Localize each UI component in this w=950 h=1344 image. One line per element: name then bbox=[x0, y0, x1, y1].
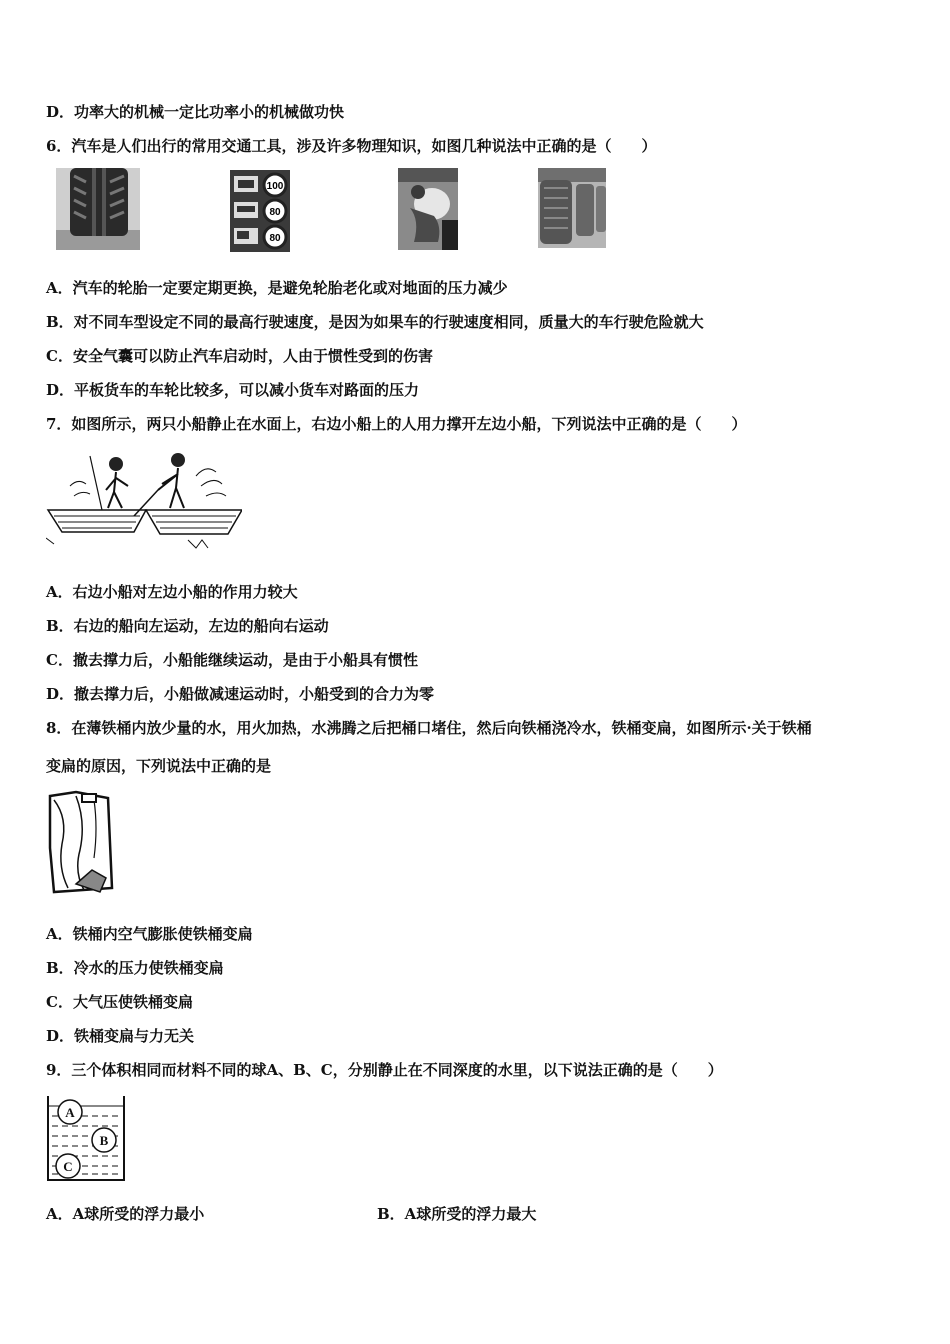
q5-option-d: D．功率大的机械一定比功率小的机械做功快 bbox=[46, 103, 345, 121]
speed-sign-value: 80 bbox=[269, 233, 281, 244]
q6-option-d: D．平板货车的车轮比较多，可以减小货车对路面的压力 bbox=[46, 381, 420, 399]
crushed-iron-can-illustration bbox=[46, 788, 116, 896]
q8-stem-line2: 变扁的原因，下列说法中正确的是 bbox=[46, 757, 272, 775]
q9-stem: 9．三个体积相同而材料不同的球A、B、C，分别静止在不同深度的水里，以下说法正确的是（ ） bbox=[46, 1061, 723, 1079]
q6-option-c: C．安全气囊可以防止汽车启动时，人由于惯性受到的伤害 bbox=[46, 347, 433, 365]
q7-option-a: A．右边小船对左边小船的作用力较大 bbox=[46, 583, 298, 601]
airbag-photo bbox=[398, 168, 458, 250]
q8-option-a: A．铁桶内空气膨胀使铁桶变扁 bbox=[46, 925, 253, 943]
speed-sign-value: 80 bbox=[269, 207, 281, 218]
q7-option-b: B．右边的船向左运动，左边的船向右运动 bbox=[46, 617, 329, 635]
q9-option-b: B．A球所受的浮力最大 bbox=[377, 1205, 537, 1223]
ball-label-b: B bbox=[99, 1133, 109, 1148]
q8-option-c: C．大气压使铁桶变扁 bbox=[46, 993, 193, 1011]
q6-option-b: B．对不同车型设定不同的最高行驶速度，是因为如果车的行驶速度相同，质量大的车行驶危险就大 bbox=[46, 313, 704, 331]
two-boats-illustration bbox=[46, 446, 242, 550]
q7-option-d: D．撤去撑力后，小船做减速运动时，小船受到的合力为零 bbox=[46, 685, 435, 703]
ball-label-c: C bbox=[63, 1159, 73, 1174]
q6-stem: 6．汽车是人们出行的常用交通工具，涉及许多物理知识，如图几种说法中正确的是（ ） bbox=[46, 137, 657, 155]
q8-stem-line1: 8．在薄铁桶内放少量的水，用火加热，水沸腾之后把桶口堵住，然后向铁桶浇冷水，铁桶变扁，如图所示·关于铁桶 bbox=[46, 719, 812, 737]
speed-sign-value: 100 bbox=[266, 181, 284, 192]
balls-in-water-diagram bbox=[46, 1094, 126, 1182]
tire-tread-photo bbox=[56, 168, 140, 250]
speed-limit-sign-photo bbox=[230, 170, 290, 252]
ball-label-a: A bbox=[65, 1105, 75, 1120]
q7-stem: 7．如图所示，两只小船静止在水面上，右边小船上的人用力撑开左边小船，下列说法中正确的是（ ） bbox=[46, 415, 747, 433]
truck-wheels-photo bbox=[538, 168, 606, 248]
q9-option-a: A．A球所受的浮力最小 bbox=[46, 1205, 205, 1223]
q8-option-b: B．冷水的压力使铁桶变扁 bbox=[46, 959, 224, 977]
q8-option-d: D．铁桶变扁与力无关 bbox=[46, 1027, 195, 1045]
q6-option-a: A．汽车的轮胎一定要定期更换，是避免轮胎老化或对地面的压力减少 bbox=[46, 279, 508, 297]
q7-option-c: C．撤去撑力后，小船能继续运动，是由于小船具有惯性 bbox=[46, 651, 418, 669]
